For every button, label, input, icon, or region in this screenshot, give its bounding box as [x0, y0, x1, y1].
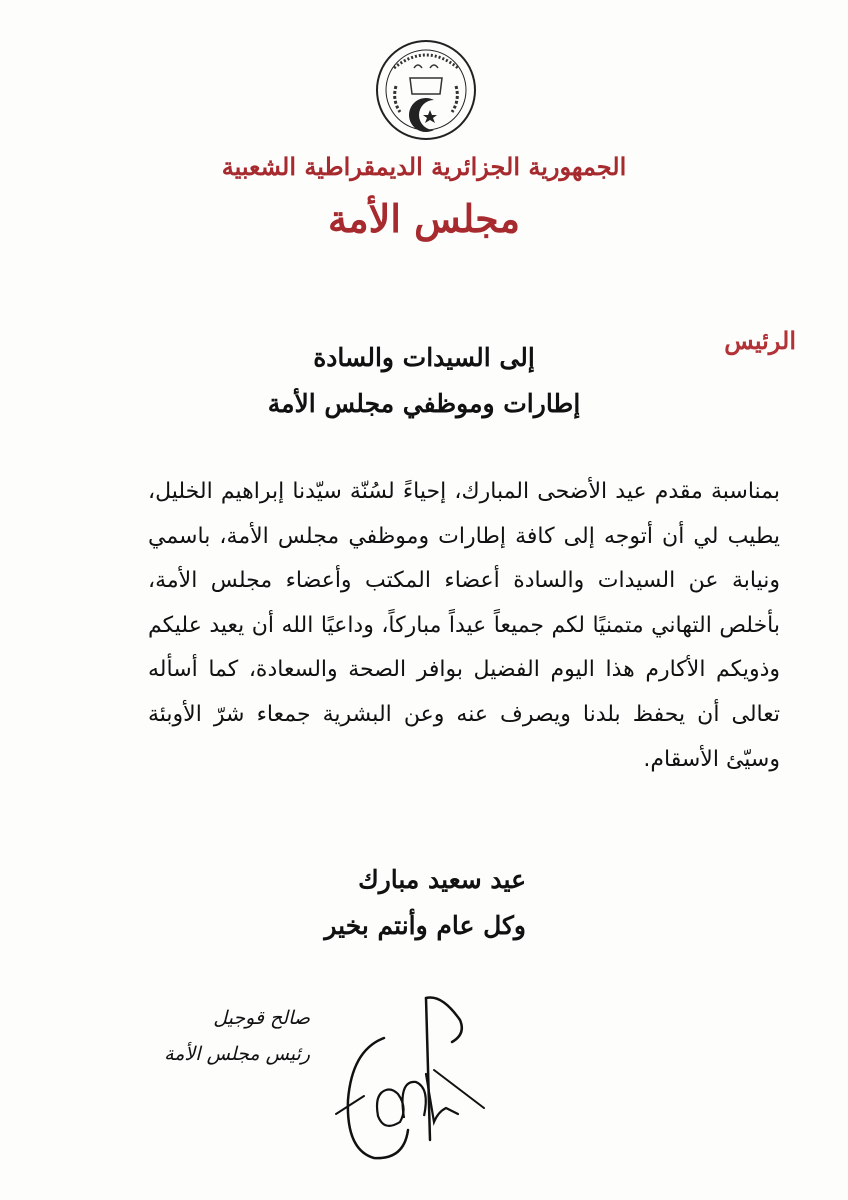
signer-title: رئيس مجلس الأمة [164, 1043, 310, 1065]
algeria-seal-icon [374, 38, 478, 142]
president-stamp: الرئيس [724, 326, 796, 355]
addressee-line-1: إلى السيدات والسادة [313, 343, 535, 372]
greeting-block [200, 857, 526, 949]
greeting-line-2: وكل عام وأنتم بخير [324, 911, 526, 940]
signer-block [150, 1000, 310, 1072]
letter-body: بمناسبة مقدم عيد الأضحى المبارك، إحياءً لسُنّة سيّدنا إبراهيم الخليل، يطيب لي أن أتوجه إلى كافة إطارات وموظفي مجلس الأمة، باسمي ونيابة عن السيدات والسادة أعضاء المكتب وأعضاء مجلس الأمة، بأخلص التهاني متمنيًا لكم جميعاً عيداً مباركاً، وداعيًا الله أن يعيد عليكم وذويكم الأكارم هذا اليوم الفضيل بوافر الصحة والسعادة، كما أسأله تعالى أن يحفظ بلدنا ويصرف عنه وعن البشرية جمعاء شرّ الأوبئة وسيّئ الأسقام. [148, 479, 780, 772]
council-title: مجلس الأمة [327, 196, 521, 241]
handwritten-signature-icon [334, 990, 494, 1165]
greeting-line-1: عيد سعيد مبارك [358, 865, 526, 894]
signer-name: صالح قوجيل [213, 1007, 310, 1029]
republic-title: الجمهورية الجزائرية الديمقراطية الشعبية [221, 152, 627, 181]
addressee-line-2: إطارات وموظفي مجلس الأمة [267, 389, 581, 418]
addressee-block [0, 335, 848, 427]
